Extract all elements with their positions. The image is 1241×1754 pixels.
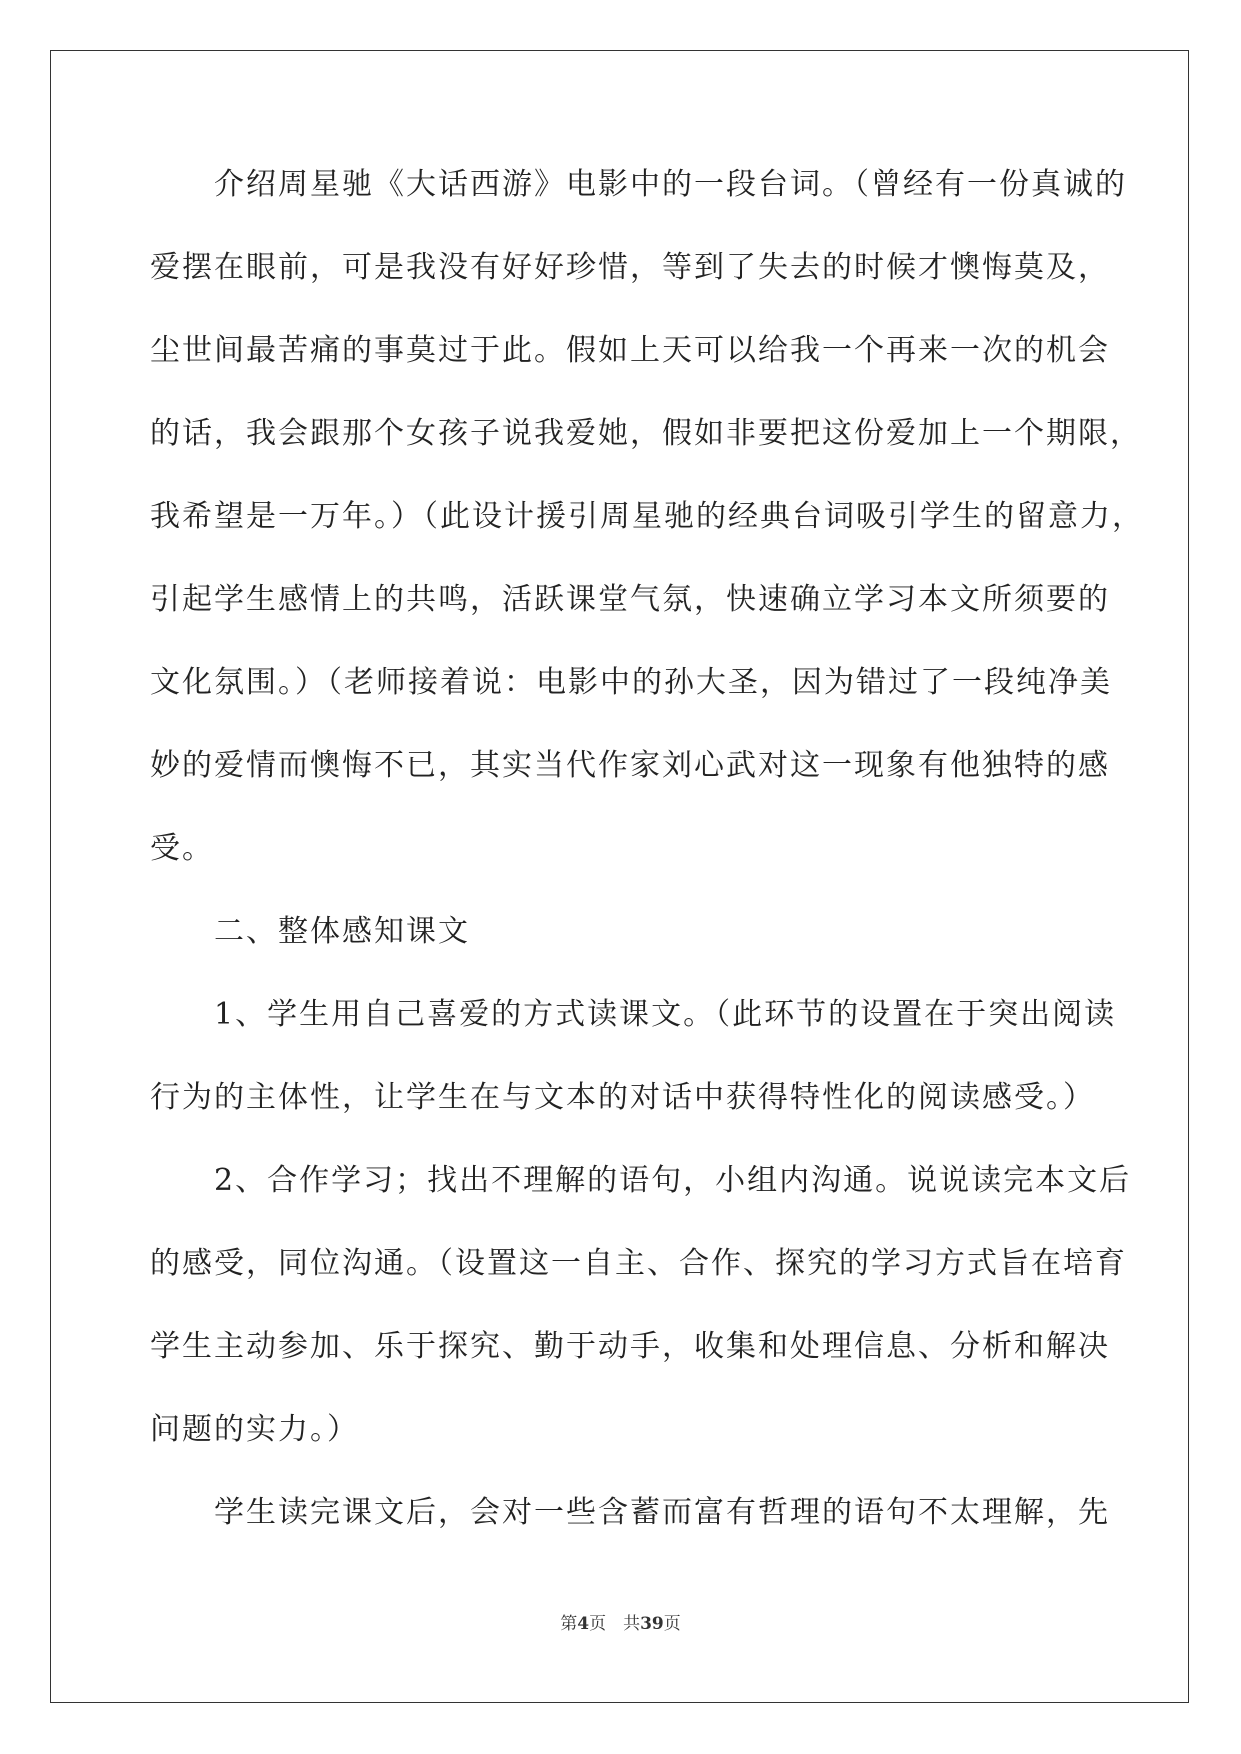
text-line: 妙的爱情而懊悔不已，其实当代作家刘心武对这一现象有他独特的感 (150, 748, 1110, 783)
text-line: 2、合作学习；找出不理解的语句，小组内沟通。说说读完本文后 (150, 1163, 1132, 1198)
footer-suffix: 页 (663, 1614, 681, 1634)
text-line: 的话，我会跟那个女孩子说我爱她，假如非要把这份爱加上一个期限， (150, 416, 1142, 451)
text-line: 学生主动参加、乐于探究、勤于动手，收集和处理信息、分析和解决 (150, 1329, 1110, 1364)
text-line: 我希望是一万年。）（此设计援引周星驰的经典台词吸引学生的留意力， (150, 499, 1144, 534)
current-page-number: 4 (577, 1614, 590, 1634)
text-line: 学生读完课文后，会对一些含蓄而富有哲理的语句不太理解，先 (150, 1495, 1110, 1530)
text-line: 的感受，同位沟通。（设置这一自主、合作、探究的学习方式旨在培育 (150, 1246, 1127, 1281)
text-line: 尘世间最苦痛的事莫过于此。假如上天可以给我一个再来一次的机会 (150, 333, 1110, 368)
footer-mid: 页 共 (589, 1614, 641, 1634)
text-line: 引起学生感情上的共鸣，活跃课堂气氛，快速确立学习本文所须要的 (150, 582, 1110, 617)
text-line: 1、学生用自己喜爱的方式读课文。（此环节的设置在于突出阅读 (150, 997, 1117, 1032)
text-line: 介绍周星驰《大话西游》电影中的一段台词。（曾经有一份真诚的 (150, 167, 1127, 202)
total-page-count: 39 (640, 1614, 664, 1634)
footer-prefix: 第 (560, 1614, 578, 1634)
document-body (150, 160, 1144, 1571)
section-heading: 二、整体感知课文 (150, 914, 470, 949)
text-line: 爱摆在眼前，可是我没有好好珍惜，等到了失去的时候才懊悔莫及， (150, 250, 1110, 285)
page-footer (0, 1609, 1241, 1634)
text-line: 文化氛围。）（老师接着说：电影中的孙大圣，因为错过了一段纯净美 (150, 665, 1112, 700)
text-line: 受。 (150, 831, 214, 866)
text-line: 问题的实力。） (150, 1412, 359, 1447)
text-line: 行为的主体性，让学生在与文本的对话中获得特性化的阅读感受。） (150, 1080, 1095, 1115)
